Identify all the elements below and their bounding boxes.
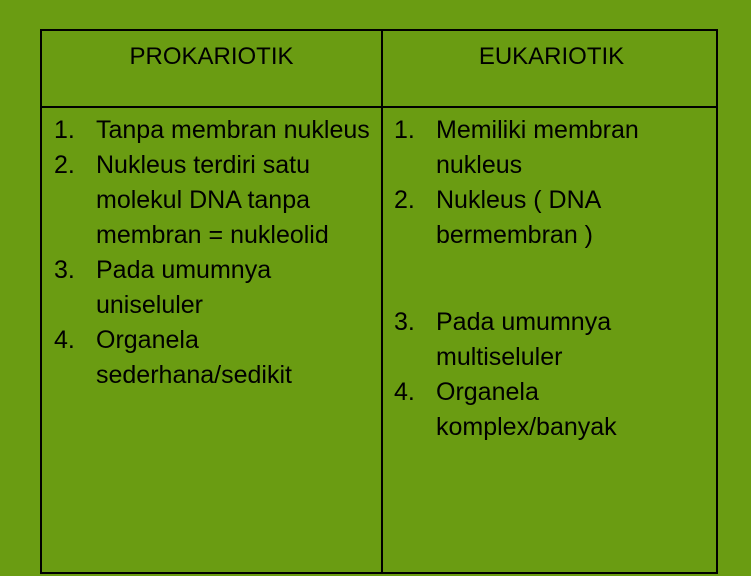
item-number: 4.	[394, 378, 415, 406]
column-divider	[381, 31, 383, 572]
item-text: Organela komplex/banyak	[436, 378, 617, 441]
list-item	[50, 253, 375, 323]
item-text: Tanpa membran nukleus	[96, 116, 370, 144]
list-item	[390, 113, 715, 183]
eukaryote-list	[390, 113, 715, 445]
list-item	[50, 113, 375, 148]
header-divider	[42, 106, 716, 108]
header-prokaryote: PROKARIOTIK	[129, 43, 294, 70]
item-number: 3.	[54, 256, 75, 284]
list-item	[390, 305, 715, 375]
item-number: 1.	[394, 116, 415, 144]
header-eukaryote: EUKARIOTIK	[478, 43, 625, 70]
prokaryote-list	[50, 113, 375, 393]
comparison-table	[40, 29, 718, 574]
item-number: 3.	[394, 308, 415, 336]
item-text: Nukleus terdiri satu molekul DNA tanpa membran = nukleolid	[96, 151, 329, 249]
item-number: 1.	[54, 116, 75, 144]
list-item	[390, 375, 715, 445]
item-number: 2.	[54, 151, 75, 179]
list-item	[50, 323, 375, 393]
item-text: Nukleus ( DNA bermembran )	[436, 186, 600, 249]
list-item	[50, 148, 375, 253]
item-number: 2.	[394, 186, 415, 214]
item-number: 4.	[54, 326, 75, 354]
item-text: Pada umumnya multiseluler	[436, 308, 612, 371]
item-text: Organela sederhana/sedikit	[96, 326, 292, 389]
list-item	[390, 183, 715, 253]
item-text: Pada umumnya uniseluler	[96, 256, 272, 319]
item-text: Memiliki membran nukleus	[436, 116, 639, 179]
